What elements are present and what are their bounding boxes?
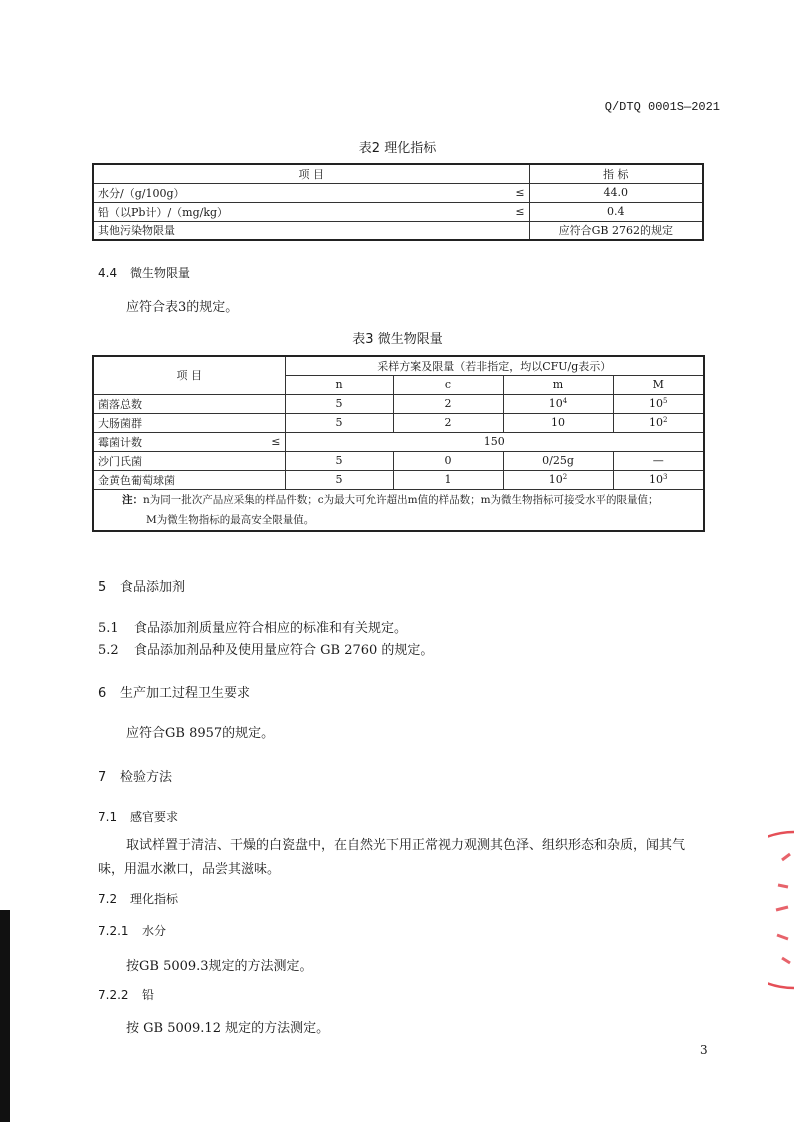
- table2-item: 其他污染物限量: [93, 221, 503, 240]
- cell-M: [613, 451, 704, 470]
- binding-edge: [0, 910, 10, 1122]
- subheader-n: n: [285, 375, 393, 394]
- table-row: [93, 413, 704, 432]
- list-item: [98, 639, 433, 658]
- cell-n: 5: [285, 451, 393, 470]
- cell-M: [613, 413, 704, 432]
- operator: ≤: [503, 183, 529, 202]
- table-row: [93, 451, 704, 470]
- base: —: [652, 454, 664, 467]
- item-text: 食品添加剂品种及使用量应符合 GB 2760 的规定。: [134, 643, 434, 658]
- cell-M: [613, 394, 704, 413]
- table2-physicochemical: [92, 163, 704, 241]
- heading-text: 生产加工过程卫生要求: [120, 686, 251, 701]
- cell-c: 0: [393, 451, 503, 470]
- cell-m: [503, 413, 613, 432]
- base: 0/25g: [542, 454, 574, 467]
- heading-number: 7.2.1: [98, 924, 129, 938]
- seal-stamp-icon: [768, 830, 795, 990]
- cell-n: 5: [285, 413, 393, 432]
- base: 10: [548, 397, 563, 410]
- heading-text: 铅: [142, 988, 155, 1002]
- operator: [503, 221, 529, 240]
- heading-text: 感官要求: [130, 810, 179, 824]
- table-row: [93, 470, 704, 489]
- table-row: [93, 221, 703, 240]
- table2-header-item: 项 目: [93, 164, 529, 183]
- heading-number: 7.1: [98, 810, 118, 824]
- cell-m: [503, 470, 613, 489]
- list-item: [98, 617, 407, 636]
- table3-header-plan: 采样方案及限量（若非指定，均以CFU/g表示）: [285, 356, 704, 375]
- page-number: 3: [700, 1043, 708, 1057]
- subsection-heading: [98, 922, 166, 939]
- table3-caption: 表3 微生物限量: [352, 332, 443, 347]
- item-number: 5.1: [98, 621, 119, 636]
- paragraph-line: 味，用温水漱口，品尝其滋味。: [98, 862, 281, 877]
- table3-item: 沙门氏菌: [93, 451, 285, 470]
- base: 10: [649, 416, 664, 429]
- subheader-c: c: [393, 375, 503, 394]
- paragraph: 应符合表3的规定。: [126, 300, 239, 315]
- table3-item: 金黄色葡萄球菌: [93, 470, 285, 489]
- heading-number: 7: [98, 770, 107, 785]
- table2-item: 铅（以Pb计）/（mg/kg）: [93, 202, 503, 221]
- table2-item: 水分/（g/100g）: [93, 183, 503, 202]
- exponent: 2: [663, 416, 668, 424]
- heading-text: 食品添加剂: [120, 580, 186, 595]
- table2-caption: 表2 理化指标: [358, 141, 437, 156]
- operator: ≤: [253, 432, 285, 451]
- paragraph: [98, 834, 726, 882]
- base: 10: [551, 416, 565, 429]
- subheader-M: M: [613, 375, 704, 394]
- paragraph-line: 取试样置于清洁、干燥的白瓷盘中，在自然光下用正常视力观测其色泽、组织形态和杂质，闻其气: [126, 838, 686, 853]
- table3-note: [93, 489, 704, 531]
- cell-M: [613, 470, 704, 489]
- base: 10: [649, 473, 664, 486]
- subheader-m: m: [503, 375, 613, 394]
- exponent: 3: [663, 473, 668, 481]
- heading-text: 微生物限量: [130, 266, 191, 280]
- table2-value: 44.0: [529, 183, 703, 202]
- operator: ≤: [503, 202, 529, 221]
- note-line: M为微生物指标的最高安全限量值。: [146, 513, 315, 526]
- table-note-row: [93, 489, 704, 531]
- cell-c: 2: [393, 394, 503, 413]
- document-id: Q/DTQ 0001S—2021: [604, 100, 720, 114]
- cell-m: [503, 394, 613, 413]
- heading-text: 水分: [142, 924, 167, 938]
- table3-item: 霉菌计数: [93, 432, 253, 451]
- table2-value: 0.4: [529, 202, 703, 221]
- paragraph: 应符合GB 8957的规定。: [126, 726, 275, 741]
- paragraph: 按GB 5009.3规定的方法测定。: [126, 959, 313, 974]
- table3-microbial: [92, 355, 705, 532]
- section-heading: [98, 576, 185, 595]
- section-heading: [98, 766, 172, 785]
- cell-n: 5: [285, 394, 393, 413]
- item-number: 5.2: [98, 643, 119, 658]
- table3-header-item: 项 目: [93, 356, 285, 394]
- base: 10: [649, 397, 664, 410]
- heading-number: 6: [98, 686, 107, 701]
- exponent: 5: [663, 397, 668, 405]
- subsection-heading: [98, 890, 178, 907]
- heading-text: 理化指标: [130, 892, 179, 906]
- paragraph: 按 GB 5009.12 规定的方法测定。: [126, 1021, 330, 1036]
- table2-value: 应符合GB 2762的规定: [529, 221, 703, 240]
- table3-item: 大肠菌群: [93, 413, 285, 432]
- cell-c: 2: [393, 413, 503, 432]
- cell-n: 5: [285, 470, 393, 489]
- table-row: [93, 394, 704, 413]
- table3-item: 菌落总数: [93, 394, 285, 413]
- heading-number: 7.2.2: [98, 988, 129, 1002]
- subsection-heading: [98, 986, 154, 1003]
- table2-header-value: 指 标: [529, 164, 703, 183]
- exponent: 4: [562, 397, 568, 405]
- table-row: [93, 432, 704, 451]
- heading-number: 5: [98, 580, 107, 595]
- note-line: n为同一批次产品应采集的样品件数；c为最大可允许超出m值的样品数；m为微生物指标可接受水平的限量值；: [143, 493, 659, 506]
- note-label: 注：: [122, 493, 143, 506]
- heading-text: 检验方法: [120, 770, 173, 785]
- heading-number: 4.4: [98, 266, 118, 280]
- subsection-heading: [98, 808, 178, 825]
- cell-c: 1: [393, 470, 503, 489]
- mold-value: 150: [285, 432, 704, 451]
- section-heading: [98, 682, 250, 701]
- table-row: [93, 202, 703, 221]
- cell-m: [503, 451, 613, 470]
- item-text: 食品添加剂质量应符合相应的标准和有关规定。: [134, 621, 408, 636]
- exponent: 2: [562, 473, 568, 481]
- heading-number: 7.2: [98, 892, 118, 906]
- base: 10: [548, 473, 563, 486]
- table-row: [93, 183, 703, 202]
- section-heading: [98, 264, 190, 281]
